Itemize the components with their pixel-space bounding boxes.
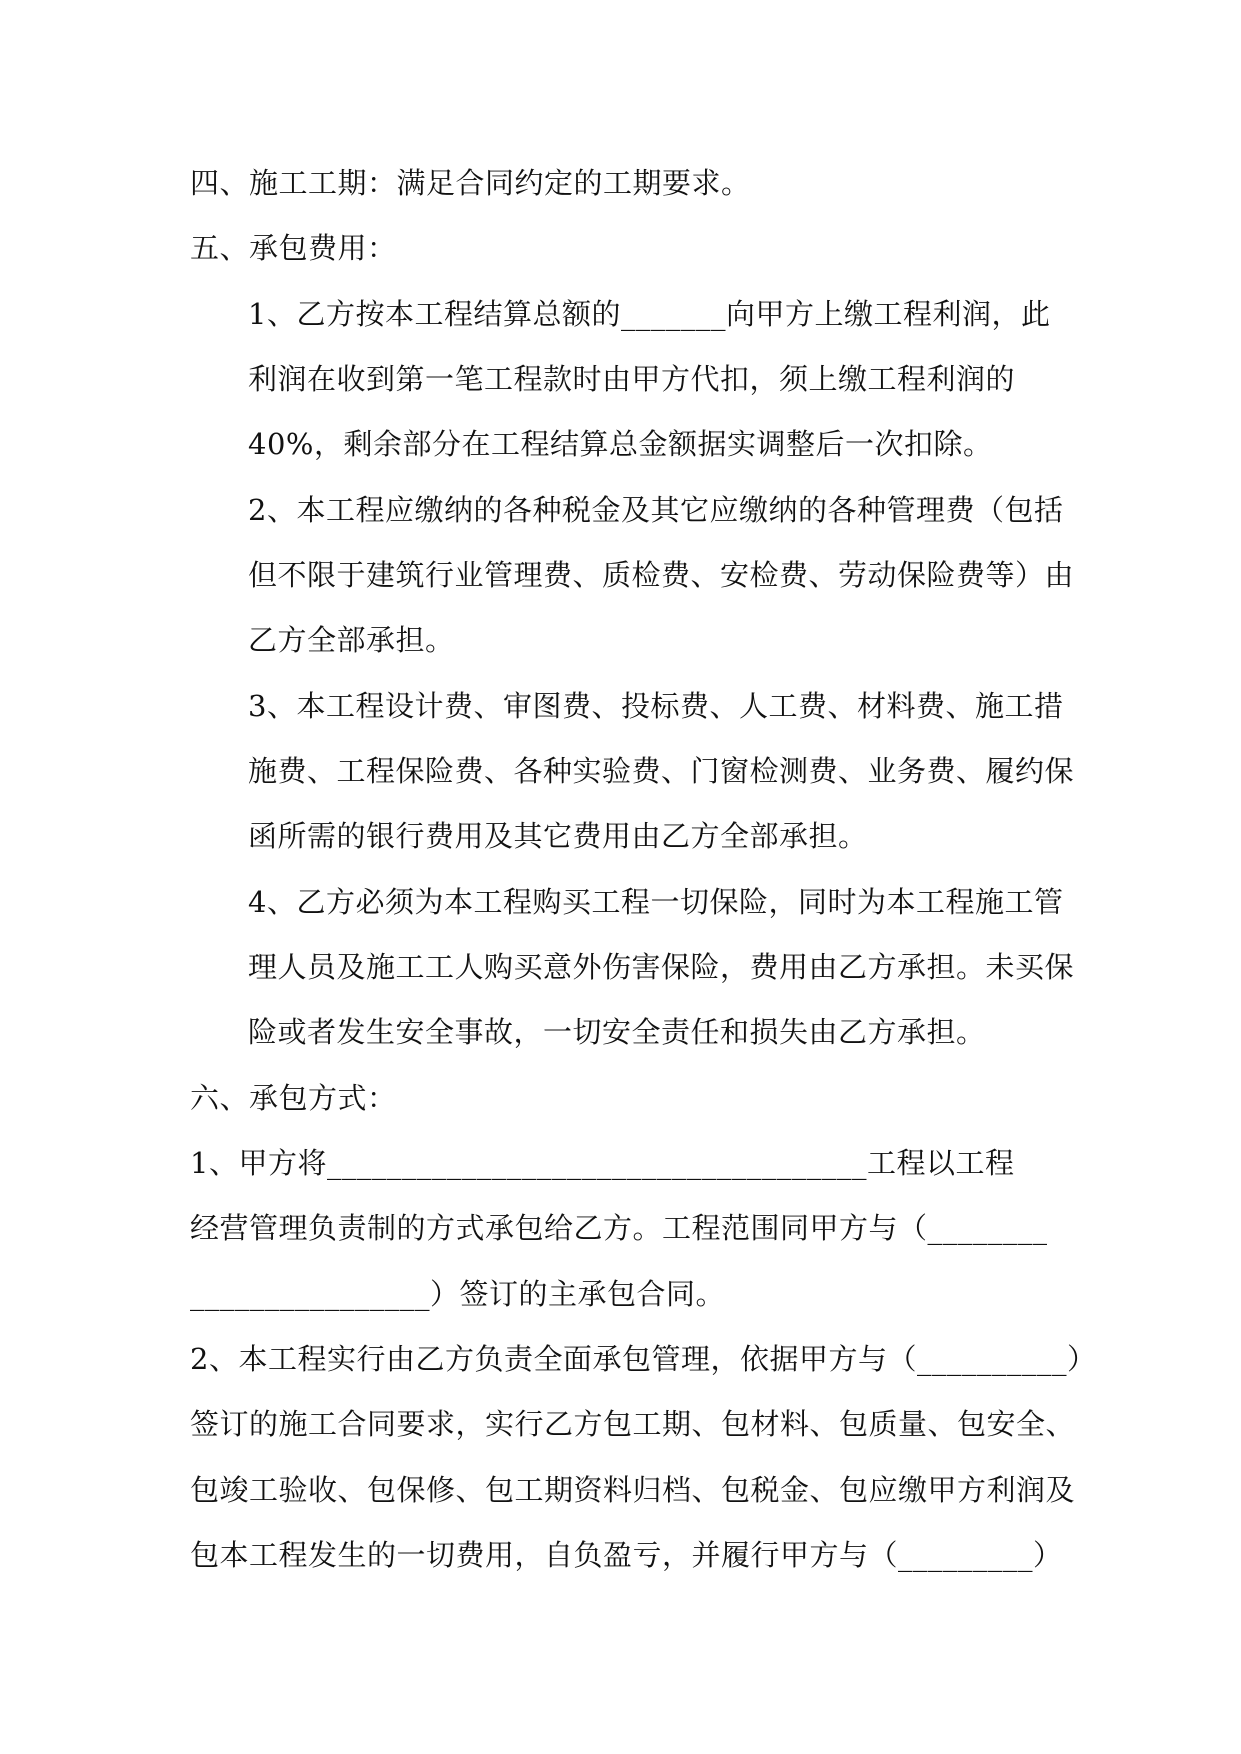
clause-6-1-line-1: 1、甲方将____________________________________工程以工程: [190, 1146, 1015, 1180]
clause-5-1-line-2: 利润在收到第一笔工程款时由甲方代扣，须上缴工程利润的: [248, 362, 1016, 396]
clause-5-1-line-1: 1、乙方按本工程结算总额的_______向甲方上缴工程利润，此: [248, 297, 1051, 331]
clause-5-4-line-2: 理人员及施工工人购买意外伤害保险，费用由乙方承担。未买保: [248, 950, 1075, 984]
clause-5-2-line-3: 乙方全部承担。: [248, 623, 455, 657]
clause-5-3-line-1: 3、本工程设计费、审图费、投标费、人工费、材料费、施工措: [248, 689, 1064, 723]
clause-6-2-line-3: 包竣工验收、包保修、包工期资料归档、包税金、包应缴甲方利润及: [190, 1473, 1076, 1507]
section-6-heading: 六、承包方式：: [190, 1081, 397, 1115]
section-4-heading: 四、施工工期：满足合同约定的工期要求。: [190, 166, 751, 200]
clause-5-3-line-2: 施费、工程保险费、各种实验费、门窗检测费、业务费、履约保: [248, 754, 1075, 788]
clause-6-1-line-3: ________________）签订的主承包合同。: [190, 1277, 726, 1311]
clause-6-2-line-1: 2、本工程实行由乙方负责全面承包管理，依据甲方与（__________）: [190, 1342, 1097, 1376]
clause-5-2-line-2: 但不限于建筑行业管理费、质检费、安检费、劳动保险费等）由: [248, 558, 1075, 592]
clause-6-2-line-4: 包本工程发生的一切费用，自负盈亏，并履行甲方与（_________）: [190, 1538, 1063, 1572]
clause-5-4-line-1: 4、乙方必须为本工程购买工程一切保险，同时为本工程施工管: [248, 885, 1064, 919]
clause-5-4-line-3: 险或者发生安全事故，一切安全责任和损失由乙方承担。: [248, 1015, 986, 1049]
clause-6-2-line-2: 签订的施工合同要求，实行乙方包工期、包材料、包质量、包安全、: [190, 1407, 1076, 1441]
clause-5-1-line-3: 40%，剩余部分在工程结算总金额据实调整后一次扣除。: [248, 427, 993, 461]
clause-5-3-line-3: 函所需的银行费用及其它费用由乙方全部承担。: [248, 819, 868, 853]
clause-5-2-line-1: 2、本工程应缴纳的各种税金及其它应缴纳的各种管理费（包括: [248, 493, 1064, 527]
clause-6-1-line-2: 经营管理负责制的方式承包给乙方。工程范围同甲方与（________: [190, 1211, 1048, 1245]
section-5-heading: 五、承包费用：: [190, 231, 397, 265]
